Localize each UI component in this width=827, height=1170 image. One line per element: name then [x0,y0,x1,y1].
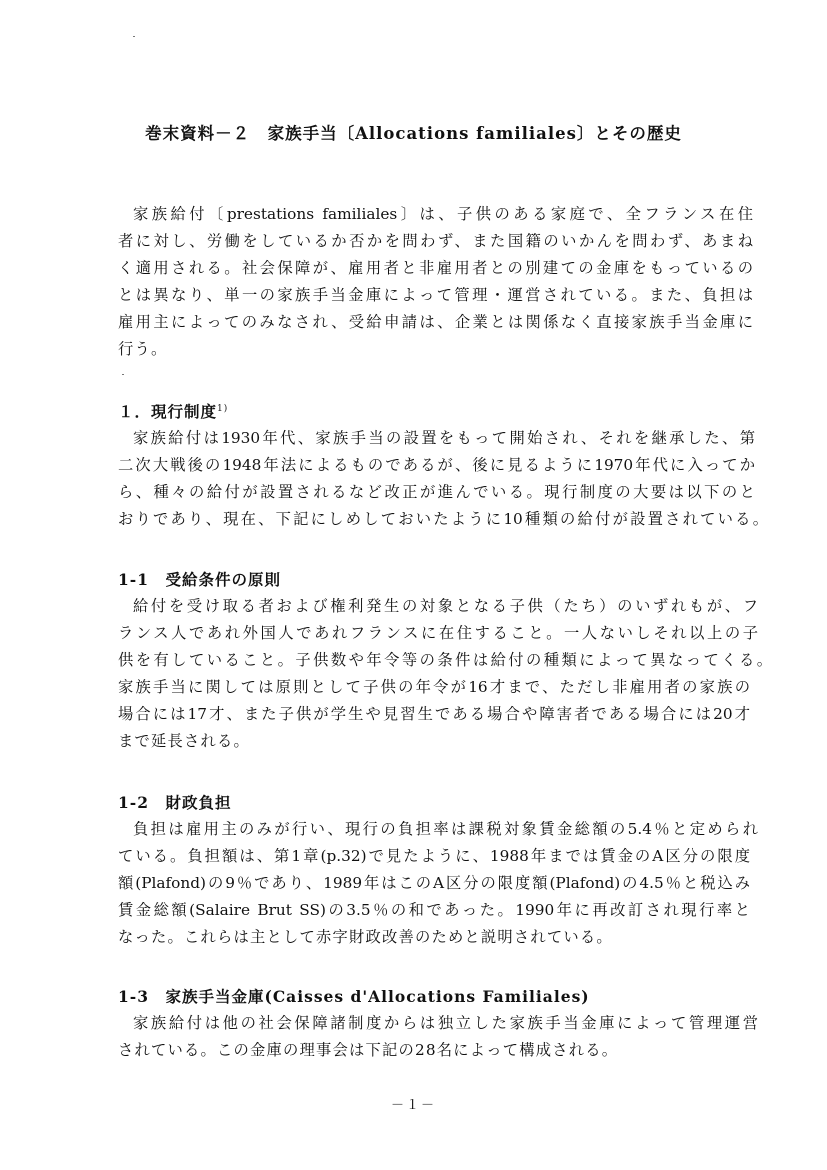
text-line: 供を有していること。子供数や年令等の条件は給付の種類によって異なってくる。 [118,651,772,669]
text-line: まで延長される。 [118,732,250,750]
document-title: 巻末資料－２ 家族手当〔Allocations familiales〕とその歴史 [145,124,682,143]
text-line: おりであり、現在、下記にしめしておいたように10種類の給付が設置されている。 [118,510,768,528]
text-line: とは異なり、単一の家族手当金庫によって管理・運営されている。また、負担は [118,286,753,304]
page-number: －１－ [390,1098,436,1113]
text-line: 行う。 [118,340,168,358]
section-paragraph-financing [118,816,758,951]
section-paragraph-family-allowance-fund [118,1010,758,1064]
scan-speck [122,374,124,375]
section-paragraph-eligibility [118,593,772,755]
text-line: 賃金総額(Salaire Brut SS)の3.5％の和であった。1990年に再改訂され現行率と [118,901,750,919]
section-heading-financing: 1-2 財政負担 [118,793,232,812]
section-heading-eligibility: 1-1 受給条件の原則 [118,570,282,589]
text-line: 家族手当に関しては原則として子供の年令が16才まで、ただし非雇用者の家族の [118,678,750,696]
section-heading-text: １．現行制度 [118,402,218,421]
section-heading-current-system [118,400,228,422]
text-line: 家族給付は1930年代、家族手当の設置をもって開始され、それを継承した、第 [133,429,755,447]
text-line: 雇用主によってのみなされ、受給申請は、企業とは関係なく直接家族手当金庫に [118,313,753,331]
text-line: 額(Plafond)の9％であり、1989年はこのA区分の限度額(Plafond)の4.5％と税込み [118,874,750,892]
intro-paragraph [118,201,753,363]
text-line: 家族給付は他の社会保障諸制度からは独立した家族手当金庫によって管理運営 [133,1014,758,1032]
text-line: 場合には17才、また子供が学生や見習生である場合や障害者である場合には20才 [118,705,750,723]
scan-speck [133,36,135,37]
section-heading-family-allowance-fund: 1-3 家族手当金庫(Caisses d'Allocations Familiales) [118,987,590,1006]
footnote-marker: 1) [217,403,229,414]
text-line: く適用される。社会保障が、雇用者と非雇用者との別建ての金庫をもっているの [118,259,753,277]
text-line: されている。この金庫の理事会は下記の28名によって構成される。 [118,1041,619,1059]
text-line: 家族給付〔prestations familiales〕は、子供のある家庭で、全フランス在住 [133,205,753,223]
text-line: 者に対し、労働をしているか否かを問わず、また国籍のいかんを問わず、あまね [118,232,753,250]
text-line: なった。これらは主として赤字財政改善のためと説明されている。 [118,928,613,946]
text-line: ている。負担額は、第1章(p.32)で見たように、1988年までは賃金のA区分の限度 [118,847,750,865]
text-line: 二次大戦後の1948年法によるものであるが、後に見るように1970年代に入ってか [118,456,755,474]
section-paragraph-current-system [118,425,768,533]
text-line: ら、種々の給付が設置されるなど改正が進んでいる。現行制度の大要は以下のと [118,483,755,501]
text-line: 負担は雇用主のみが行い、現行の負担率は課税対象賃金総額の5.4％と定められ [133,820,758,838]
text-line: 給付を受け取る者および権利発生の対象となる子供（たち）のいずれもが、フ [133,597,758,615]
text-line: ランス人であれ外国人であれフランスに在住すること。一人ないしそれ以上の子 [118,624,758,642]
